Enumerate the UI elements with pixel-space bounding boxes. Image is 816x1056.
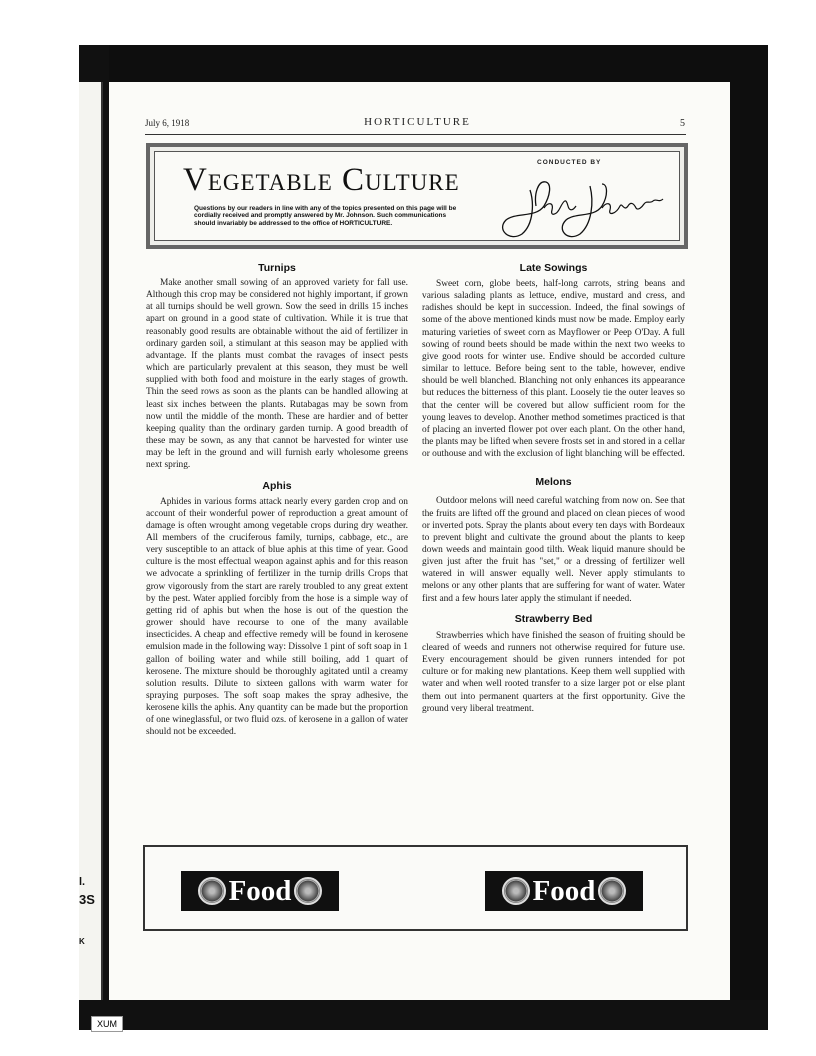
scan-label: XUM (91, 1016, 123, 1032)
seal-icon (502, 877, 530, 905)
fragment-3: K (79, 937, 85, 946)
left-column (146, 262, 408, 739)
banner-note: Questions by our readers in line with any of the topics presented on this page will be cordially received and promptly answered by Mr. Johnson. Such communications should invariably be addressed to the office of HORTICULTURE. (194, 205, 457, 227)
publication-title: HORTICULTURE (364, 116, 471, 128)
banner-title-text: Vegetable Culture (183, 162, 460, 198)
previous-page-fragments (79, 876, 95, 948)
fragment-2: 3S (79, 892, 95, 907)
late-sowings-text: Sweet corn, globe beets, half-long carrots, string beans and various salading plants as lettuce, endive, mustard and cress, and radishes should be kept in succession. Indeed, the final sowings of some of the above mentioned kinds must now be made. Employ early maturing varieties of sweet corn as Mayflower or Peep O'Day. A full sowing of round beets should be made within the next two weeks to give good roots for winter use. Endive should be accorded culture similar to lettuce. Before being sent to the table, however, endive should be well blanched. Blanching not only enhances its appearance but reduces the bitterness of this plant. Loosely tie the outer leaves so that the center will be covered but allow sufficient room for the young leaves to develop. Another method sometimes practiced is that of placing an inverted flower pot over each plant. On the other hand, the plants may be lifted when severe frosts set in and stored in a cellar or outhouse and with the exclusion of light blanching will be effected. (422, 279, 685, 460)
scan-border-right (730, 45, 768, 1030)
seal-icon (198, 877, 226, 905)
turnips-text: Make another small sowing of an approved variety for fall use. Although this crop may be considered not highly important, if grown at all turnips should be well grown. Sow the seed in drills 15 inches apart on ground in a good state of cultivation. While it is true that reasonably good results are obtainable without the aid of fertilizer in ordinary garden soil, a stimulant at this season may be applied with advantage. If the plants must combat the ravages of insect pests which are particularly prevalent at this season, they must be well supplied with both food and moisture in the early stages of growth. Thin the seed rows as soon as the plants can be handled allowing at least six inches between the plants. Rutabagas may be sown from now until the middle of the month. These are hardier and of better keeping quality than the ordinary garden turnip. A good breadth of these may be sown, as any that cannot be harvested for winter use may be left in the ground and will furnish early wholesome greens next spring. (146, 278, 408, 471)
melons-heading: Melons (535, 476, 572, 489)
aphis-text: Aphides in various forms attack nearly every garden crop and on account of their wonderful power of reproduction a great amount of damage is often wrought among vegetable crops during dry weather. All members of the cruciferous family, turnips, cabbage, etc., are very susceptible to an attack of blue aphis at this time of year. Good culture is the most effectual weapon against aphis and for this reason we advocate a sprinkling of fertilizer in the turnip drills Crops that grow vigorously from the start are rarely troubled to any great extent by the pest. Water applied forcibly from the hose is a simple way of getting rid of aphis but when the hose is out of the question the grower should have recourse to one of the many available insecticides. A cheap and effective remedy will be found in kerosene emulsion made in the following way: Dissolve 1 pint of soft soap in 1 gallon of boiling water and while still boiling, add 1 quart of kerosene. The mixture should be thoroughly agitated until a creamy solution results. Dilute to sixteen gallons with warm water for spraying purposes. The soft soap makes the spray adhesive, the kerosene kills the aphis. Any quantity can be made but the proportion of one wineglassful, or two fluid ozs. of kerosene in a gallon of water should not be exceeded. (146, 496, 408, 738)
food-logo-right (485, 871, 643, 911)
food-word-right: Food (532, 874, 596, 907)
issue-date: July 6, 1918 (145, 118, 190, 128)
melons-text: Outdoor melons will need careful watching from now on. See that the fruits are lifted off the ground and placed on clean pieces of wood or inverted pots. Spray the plants about every ten days with Bordeaux to prevent blight and cultivate the ground about the plants to keep down weeds and maintain good tilth. Weak liquid manure should be given just after the fruit has "set," or a dressing of fertilizer well watered in will answer equally well. Never apply stimulants to melons or any other plants that are suffering for want of water. Water first and a few hours later apply the stimulant if needed. (422, 496, 685, 604)
aphis-heading: Aphis (262, 479, 292, 492)
food-word-left: Food (228, 874, 292, 907)
seal-icon (598, 877, 626, 905)
right-column (422, 262, 685, 715)
late-sowings-heading: Late Sowings (519, 262, 588, 274)
food-logo-left (181, 871, 339, 911)
previous-page-edge (79, 82, 103, 1000)
strawberry-bed-text: Strawberries which have finished the season of fruiting should be cleared of weeds and runners not otherwise required for future use. Every encouragement should be given runners intended for pot culture or for making new plantations. Keep them well supplied with water and when well rooted transfer to a size larger pot or else plant them out into permanent quarters at the first opportunity. Give the ground very liberal treatment. (422, 630, 685, 714)
page-number: 5 (680, 118, 685, 129)
running-head (145, 116, 690, 130)
scan-border-top (79, 45, 768, 82)
seal-icon (294, 877, 322, 905)
section-banner (146, 143, 688, 249)
fragment-1: l. (79, 876, 86, 888)
banner-title (183, 162, 460, 199)
header-rule (145, 134, 686, 135)
signature-text: John Johnson. (496, 242, 502, 243)
signature-icon (490, 172, 680, 244)
turnips-heading: Turnips (258, 262, 296, 274)
conducted-by-label: CONDUCTED BY (537, 159, 602, 166)
scan-border-bottom (79, 1000, 768, 1030)
food-advertisement (143, 845, 688, 931)
strawberry-bed-heading: Strawberry Bed (514, 612, 593, 625)
